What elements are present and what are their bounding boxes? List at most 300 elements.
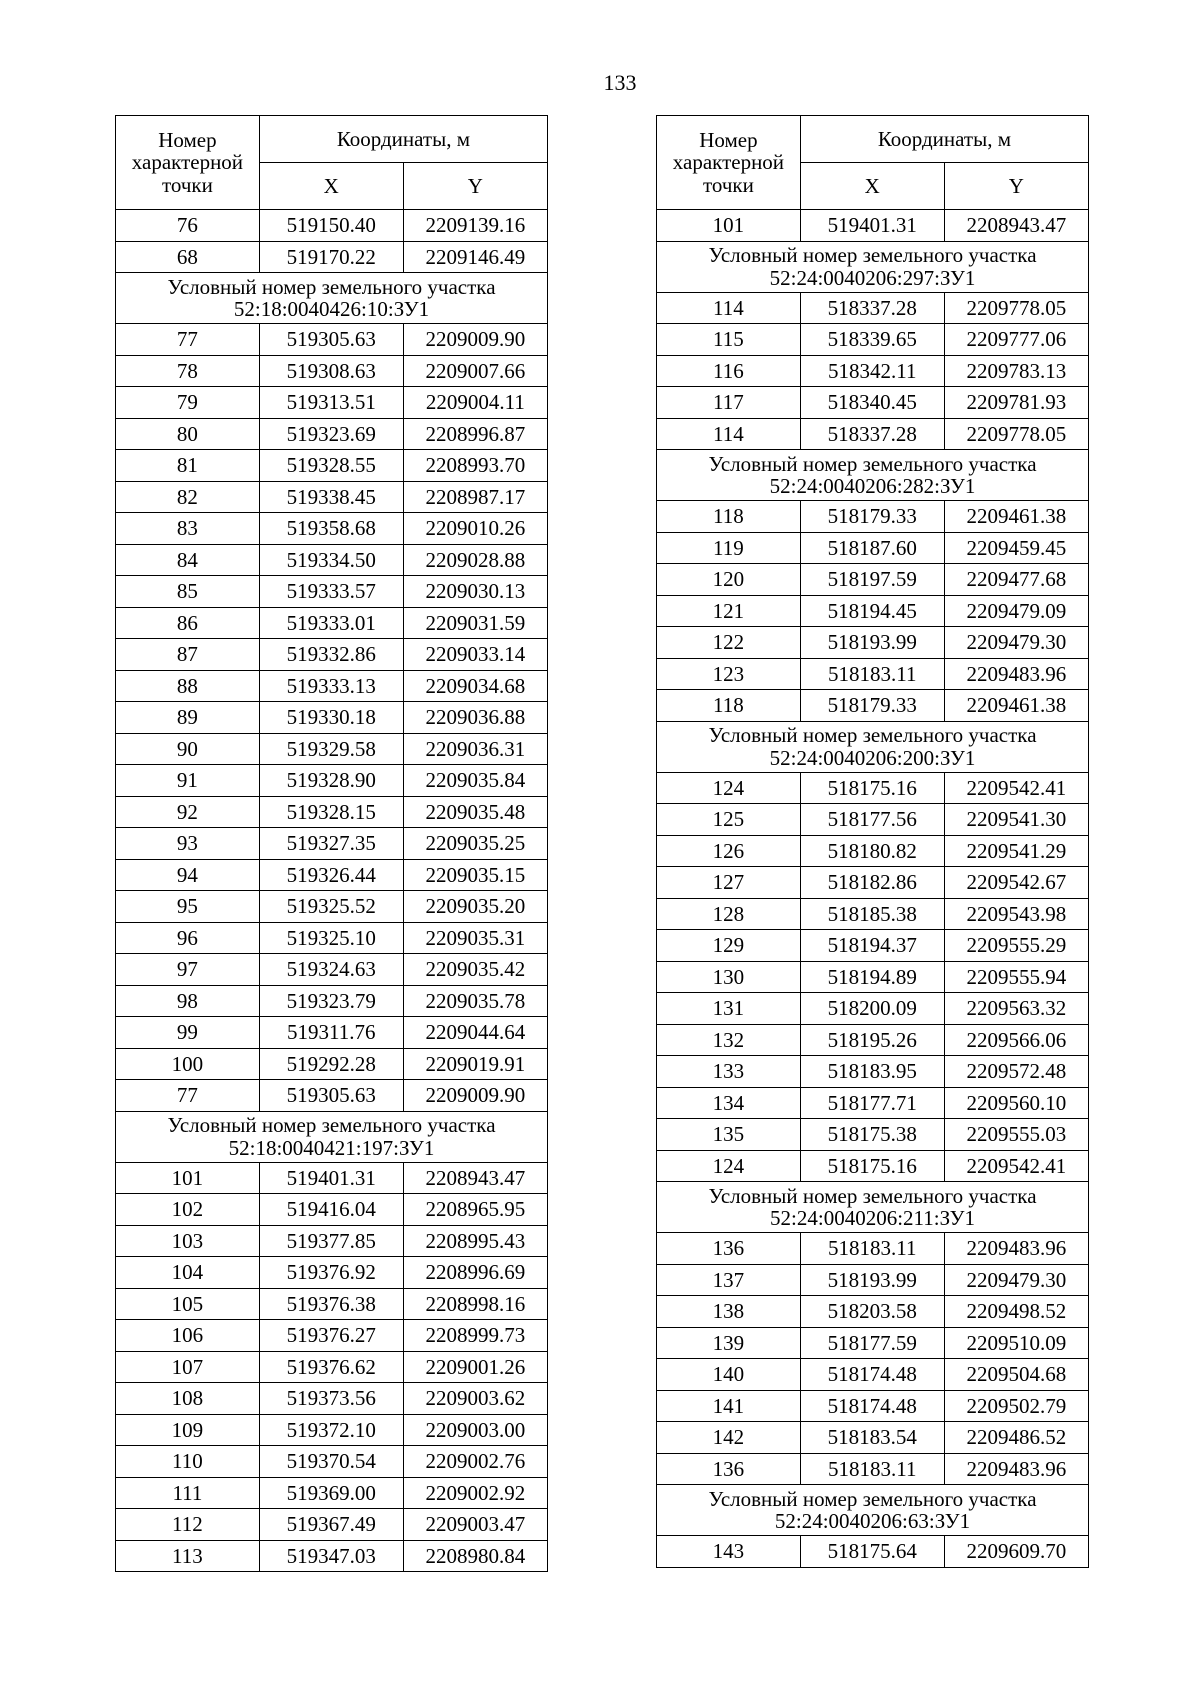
- table-row: [116, 324, 548, 356]
- point-number-cell: 101: [657, 210, 801, 242]
- point-number-cell: 68: [116, 241, 260, 273]
- y-coordinate-cell: 2209479.09: [944, 595, 1088, 627]
- x-coordinate-cell: 518183.11: [800, 658, 944, 690]
- y-coordinate-cell: 2209036.88: [403, 702, 547, 734]
- x-coordinate-cell: 519401.31: [800, 210, 944, 242]
- point-number-cell: 79: [116, 387, 260, 419]
- table-row: [116, 1477, 548, 1509]
- point-number-cell: 124: [657, 1150, 801, 1182]
- x-coordinate-cell: 518194.45: [800, 595, 944, 627]
- y-coordinate-cell: 2209009.90: [403, 324, 547, 356]
- table-row: [657, 1359, 1089, 1391]
- x-coordinate-cell: 518183.54: [800, 1422, 944, 1454]
- point-number-cell: 94: [116, 859, 260, 891]
- table-row: [657, 355, 1089, 387]
- section-row: [116, 273, 548, 324]
- table-row: [116, 765, 548, 797]
- point-number-cell: 138: [657, 1296, 801, 1328]
- y-coordinate-cell: 2209502.79: [944, 1390, 1088, 1422]
- table-row: [116, 1540, 548, 1572]
- table-row: [657, 658, 1089, 690]
- x-coordinate-cell: 519370.54: [259, 1446, 403, 1478]
- x-coordinate-cell: 518337.28: [800, 418, 944, 450]
- y-coordinate-cell: 2209010.26: [403, 513, 547, 545]
- y-coordinate-cell: 2209035.84: [403, 765, 547, 797]
- point-number-cell: 118: [657, 690, 801, 722]
- point-number-cell: 119: [657, 532, 801, 564]
- y-coordinate-cell: 2208943.47: [403, 1162, 547, 1194]
- y-coordinate-cell: 2209035.20: [403, 891, 547, 923]
- y-coordinate-cell: 2209479.30: [944, 627, 1088, 659]
- point-number-cell: 121: [657, 595, 801, 627]
- x-coordinate-cell: 518183.11: [800, 1233, 944, 1265]
- point-number-cell: 80: [116, 418, 260, 450]
- point-number-cell: 97: [116, 954, 260, 986]
- table-row: [657, 1056, 1089, 1088]
- coordinates-table-left: [115, 115, 548, 1572]
- table-row: [116, 418, 548, 450]
- x-coordinate-cell: 519323.69: [259, 418, 403, 450]
- y-coordinate-cell: 2209459.45: [944, 532, 1088, 564]
- x-coordinate-cell: 518339.65: [800, 324, 944, 356]
- section-row: [657, 721, 1089, 772]
- x-coordinate-cell: 519332.86: [259, 639, 403, 671]
- table-row: [657, 1422, 1089, 1454]
- y-coordinate-cell: 2209033.14: [403, 639, 547, 671]
- point-number-cell: 129: [657, 930, 801, 962]
- x-coordinate-cell: 518179.33: [800, 501, 944, 533]
- y-coordinate-cell: 2209560.10: [944, 1087, 1088, 1119]
- point-number-cell: 89: [116, 702, 260, 734]
- point-number-cell: 116: [657, 355, 801, 387]
- table-row: [116, 859, 548, 891]
- x-coordinate-cell: 519338.45: [259, 481, 403, 513]
- x-coordinate-cell: 519358.68: [259, 513, 403, 545]
- table-row: [116, 1288, 548, 1320]
- y-coordinate-cell: 2209003.47: [403, 1509, 547, 1541]
- point-number-cell: 82: [116, 481, 260, 513]
- point-number-cell: 117: [657, 387, 801, 419]
- table-row: [116, 796, 548, 828]
- table-row: [657, 595, 1089, 627]
- x-coordinate-cell: 519376.92: [259, 1257, 403, 1289]
- x-coordinate-cell: 519311.76: [259, 1017, 403, 1049]
- x-coordinate-cell: 518194.37: [800, 930, 944, 962]
- point-number-cell: 110: [116, 1446, 260, 1478]
- point-number-header: Номер характерной точки: [116, 116, 260, 210]
- land-plot-number: Условный номер земельного участка 52:24:0040206:63:ЗУ1: [657, 1485, 1089, 1536]
- x-coordinate-cell: 519373.56: [259, 1383, 403, 1415]
- section-row: [657, 1485, 1089, 1536]
- table-row: [657, 930, 1089, 962]
- coordinates-table-right: [656, 115, 1089, 1568]
- y-coordinate-cell: 2209035.25: [403, 828, 547, 860]
- table-row: [116, 576, 548, 608]
- table-row: [657, 898, 1089, 930]
- x-coordinate-cell: 518175.38: [800, 1119, 944, 1151]
- point-number-cell: 122: [657, 627, 801, 659]
- point-number-cell: 137: [657, 1264, 801, 1296]
- y-coordinate-cell: 2209483.96: [944, 1233, 1088, 1265]
- table-row: [116, 670, 548, 702]
- y-coordinate-cell: 2209028.88: [403, 544, 547, 576]
- table-row: [657, 1233, 1089, 1265]
- point-number-cell: 106: [116, 1320, 260, 1352]
- x-coordinate-cell: 519416.04: [259, 1194, 403, 1226]
- table-row: [657, 1327, 1089, 1359]
- y-coordinate-cell: 2209035.31: [403, 922, 547, 954]
- table-row: [116, 1414, 548, 1446]
- table-row: [116, 828, 548, 860]
- y-coordinate-cell: 2208998.16: [403, 1288, 547, 1320]
- point-number-cell: 76: [116, 210, 260, 242]
- y-coordinate-cell: 2209563.32: [944, 993, 1088, 1025]
- x-coordinate-cell: 519333.57: [259, 576, 403, 608]
- point-number-cell: 124: [657, 772, 801, 804]
- table-row: [657, 690, 1089, 722]
- y-coordinate-cell: 2209035.42: [403, 954, 547, 986]
- x-coordinate-cell: 519334.50: [259, 544, 403, 576]
- table-row: [657, 564, 1089, 596]
- y-coordinate-cell: 2209003.62: [403, 1383, 547, 1415]
- point-number-cell: 114: [657, 292, 801, 324]
- y-coordinate-cell: 2209510.09: [944, 1327, 1088, 1359]
- point-number-cell: 141: [657, 1390, 801, 1422]
- x-coordinate-cell: 518177.56: [800, 804, 944, 836]
- y-coordinate-cell: 2209483.96: [944, 658, 1088, 690]
- point-number-header: Номер характерной точки: [657, 116, 801, 210]
- point-number-cell: 81: [116, 450, 260, 482]
- x-coordinate-cell: 518177.59: [800, 1327, 944, 1359]
- point-number-cell: 88: [116, 670, 260, 702]
- y-coordinate-cell: 2209479.30: [944, 1264, 1088, 1296]
- point-number-cell: 140: [657, 1359, 801, 1391]
- x-coordinate-cell: 518187.60: [800, 532, 944, 564]
- table-body-left: [116, 210, 548, 1572]
- x-header: X: [259, 163, 403, 210]
- y-coordinate-cell: 2209777.06: [944, 324, 1088, 356]
- y-coordinate-cell: 2209004.11: [403, 387, 547, 419]
- point-number-cell: 98: [116, 985, 260, 1017]
- table-row: [116, 355, 548, 387]
- table-row: [657, 1119, 1089, 1151]
- point-number-cell: 84: [116, 544, 260, 576]
- y-coordinate-cell: 2209541.29: [944, 835, 1088, 867]
- table-row: [657, 961, 1089, 993]
- table-row: [116, 450, 548, 482]
- point-number-cell: 139: [657, 1327, 801, 1359]
- y-coordinate-cell: 2209783.13: [944, 355, 1088, 387]
- table-row: [657, 772, 1089, 804]
- table-row: [657, 501, 1089, 533]
- table-row: [657, 835, 1089, 867]
- table-row: [657, 993, 1089, 1025]
- land-plot-number: Условный номер земельного участка 52:24:0040206:211:ЗУ1: [657, 1182, 1089, 1233]
- y-coordinate-cell: 2209504.68: [944, 1359, 1088, 1391]
- y-coordinate-cell: 2208996.69: [403, 1257, 547, 1289]
- x-coordinate-cell: 518183.95: [800, 1056, 944, 1088]
- x-coordinate-cell: 518182.86: [800, 867, 944, 899]
- y-coordinate-cell: 2208965.95: [403, 1194, 547, 1226]
- land-plot-number: Условный номер земельного участка 52:24:0040206:282:ЗУ1: [657, 450, 1089, 501]
- y-coordinate-cell: 2209555.03: [944, 1119, 1088, 1151]
- y-coordinate-cell: 2209002.92: [403, 1477, 547, 1509]
- table-row: [116, 1351, 548, 1383]
- point-number-cell: 127: [657, 867, 801, 899]
- table-row: [657, 1024, 1089, 1056]
- point-number-cell: 105: [116, 1288, 260, 1320]
- y-coordinate-cell: 2209035.15: [403, 859, 547, 891]
- x-coordinate-cell: 519369.00: [259, 1477, 403, 1509]
- point-number-cell: 101: [116, 1162, 260, 1194]
- land-plot-number: Условный номер земельного участка 52:24:0040206:297:ЗУ1: [657, 241, 1089, 292]
- y-coordinate-cell: 2209036.31: [403, 733, 547, 765]
- table-row: [116, 241, 548, 273]
- table-row: [116, 1048, 548, 1080]
- point-number-cell: 92: [116, 796, 260, 828]
- point-number-cell: 113: [116, 1540, 260, 1572]
- table-row: [116, 513, 548, 545]
- point-number-cell: 132: [657, 1024, 801, 1056]
- point-number-cell: 120: [657, 564, 801, 596]
- point-number-cell: 126: [657, 835, 801, 867]
- table-row: [657, 418, 1089, 450]
- point-number-cell: 114: [657, 418, 801, 450]
- x-coordinate-cell: 518197.59: [800, 564, 944, 596]
- table-row: [657, 1536, 1089, 1568]
- y-coordinate-cell: 2209542.67: [944, 867, 1088, 899]
- point-number-cell: 102: [116, 1194, 260, 1226]
- x-coordinate-cell: 519305.63: [259, 324, 403, 356]
- x-coordinate-cell: 518203.58: [800, 1296, 944, 1328]
- y-coordinate-cell: 2209572.48: [944, 1056, 1088, 1088]
- table-row: [657, 210, 1089, 242]
- table-row: [657, 324, 1089, 356]
- point-number-cell: 95: [116, 891, 260, 923]
- table-row: [116, 1080, 548, 1112]
- table-row: [657, 1150, 1089, 1182]
- x-coordinate-cell: 519347.03: [259, 1540, 403, 1572]
- y-coordinate-cell: 2208980.84: [403, 1540, 547, 1572]
- y-coordinate-cell: 2209009.90: [403, 1080, 547, 1112]
- point-number-cell: 107: [116, 1351, 260, 1383]
- point-number-cell: 77: [116, 324, 260, 356]
- point-number-cell: 100: [116, 1048, 260, 1080]
- table-row: [116, 1257, 548, 1289]
- y-coordinate-cell: 2209002.76: [403, 1446, 547, 1478]
- land-plot-number: Условный номер земельного участка 52:18:0040421:197:ЗУ1: [116, 1111, 548, 1162]
- x-coordinate-cell: 519326.44: [259, 859, 403, 891]
- land-plot-number: Условный номер земельного участка 52:18:0040426:10:ЗУ1: [116, 273, 548, 324]
- y-coordinate-cell: 2208995.43: [403, 1225, 547, 1257]
- x-coordinate-cell: 519333.13: [259, 670, 403, 702]
- y-coordinate-cell: 2209035.78: [403, 985, 547, 1017]
- point-number-cell: 142: [657, 1422, 801, 1454]
- section-row: [657, 450, 1089, 501]
- x-coordinate-cell: 519150.40: [259, 210, 403, 242]
- x-coordinate-cell: 518174.48: [800, 1390, 944, 1422]
- x-coordinate-cell: 519329.58: [259, 733, 403, 765]
- y-coordinate-cell: 2209609.70: [944, 1536, 1088, 1568]
- point-number-cell: 104: [116, 1257, 260, 1289]
- x-coordinate-cell: 519328.90: [259, 765, 403, 797]
- y-coordinate-cell: 2209461.38: [944, 501, 1088, 533]
- y-coordinate-cell: 2208999.73: [403, 1320, 547, 1352]
- table-row: [116, 922, 548, 954]
- x-coordinate-cell: 519292.28: [259, 1048, 403, 1080]
- table-row: [116, 733, 548, 765]
- x-coordinate-cell: 518342.11: [800, 355, 944, 387]
- table-row: [116, 985, 548, 1017]
- x-coordinate-cell: 518337.28: [800, 292, 944, 324]
- x-coordinate-cell: 518200.09: [800, 993, 944, 1025]
- x-coordinate-cell: 518174.48: [800, 1359, 944, 1391]
- table-row: [657, 1296, 1089, 1328]
- table-row: [657, 1453, 1089, 1485]
- table-row: [116, 954, 548, 986]
- x-coordinate-cell: 518193.99: [800, 1264, 944, 1296]
- y-coordinate-cell: 2209035.48: [403, 796, 547, 828]
- land-plot-number: Условный номер земельного участка 52:24:0040206:200:ЗУ1: [657, 721, 1089, 772]
- x-coordinate-cell: 519376.27: [259, 1320, 403, 1352]
- x-coordinate-cell: 518183.11: [800, 1453, 944, 1485]
- y-coordinate-cell: 2209030.13: [403, 576, 547, 608]
- point-number-cell: 85: [116, 576, 260, 608]
- x-coordinate-cell: 519377.85: [259, 1225, 403, 1257]
- x-coordinate-cell: 518179.33: [800, 690, 944, 722]
- y-coordinate-cell: 2209486.52: [944, 1422, 1088, 1454]
- y-coordinate-cell: 2209498.52: [944, 1296, 1088, 1328]
- point-number-cell: 123: [657, 658, 801, 690]
- table-row: [116, 1225, 548, 1257]
- y-coordinate-cell: 2209541.30: [944, 804, 1088, 836]
- point-number-cell: 131: [657, 993, 801, 1025]
- y-header: Y: [403, 163, 547, 210]
- table-row: [116, 1446, 548, 1478]
- point-number-cell: 134: [657, 1087, 801, 1119]
- x-coordinate-cell: 518194.89: [800, 961, 944, 993]
- x-coordinate-cell: 519372.10: [259, 1414, 403, 1446]
- table-row: [116, 210, 548, 242]
- x-coordinate-cell: 519170.22: [259, 241, 403, 273]
- y-coordinate-cell: 2209543.98: [944, 898, 1088, 930]
- x-coordinate-cell: 519376.62: [259, 1351, 403, 1383]
- y-coordinate-cell: 2209044.64: [403, 1017, 547, 1049]
- point-number-cell: 103: [116, 1225, 260, 1257]
- x-coordinate-cell: 519328.55: [259, 450, 403, 482]
- point-number-cell: 125: [657, 804, 801, 836]
- y-header: Y: [944, 163, 1088, 210]
- x-coordinate-cell: 519325.10: [259, 922, 403, 954]
- x-coordinate-cell: 519325.52: [259, 891, 403, 923]
- y-coordinate-cell: 2209003.00: [403, 1414, 547, 1446]
- x-coordinate-cell: 518340.45: [800, 387, 944, 419]
- point-number-cell: 91: [116, 765, 260, 797]
- x-coordinate-cell: 519327.35: [259, 828, 403, 860]
- table-row: [116, 1509, 548, 1541]
- coordinates-header: Координаты, м: [259, 116, 547, 163]
- y-coordinate-cell: 2208943.47: [944, 210, 1088, 242]
- section-row: [116, 1111, 548, 1162]
- point-number-cell: 133: [657, 1056, 801, 1088]
- x-coordinate-cell: 519330.18: [259, 702, 403, 734]
- point-number-cell: 112: [116, 1509, 260, 1541]
- x-coordinate-cell: 519313.51: [259, 387, 403, 419]
- table-row: [116, 387, 548, 419]
- x-coordinate-cell: 518195.26: [800, 1024, 944, 1056]
- point-number-cell: 135: [657, 1119, 801, 1151]
- point-number-cell: 78: [116, 355, 260, 387]
- table-row: [116, 1162, 548, 1194]
- x-coordinate-cell: 518177.71: [800, 1087, 944, 1119]
- table-row: [116, 1383, 548, 1415]
- table-row: [116, 891, 548, 923]
- x-coordinate-cell: 518175.16: [800, 1150, 944, 1182]
- x-header: X: [800, 163, 944, 210]
- y-coordinate-cell: 2209778.05: [944, 418, 1088, 450]
- table-body-right: [657, 210, 1089, 1568]
- point-number-cell: 90: [116, 733, 260, 765]
- x-coordinate-cell: 519323.79: [259, 985, 403, 1017]
- point-number-cell: 99: [116, 1017, 260, 1049]
- y-coordinate-cell: 2208993.70: [403, 450, 547, 482]
- y-coordinate-cell: 2209034.68: [403, 670, 547, 702]
- table-row: [116, 544, 548, 576]
- point-number-cell: 87: [116, 639, 260, 671]
- y-coordinate-cell: 2209139.16: [403, 210, 547, 242]
- x-coordinate-cell: 519401.31: [259, 1162, 403, 1194]
- table-row: [657, 1390, 1089, 1422]
- point-number-cell: 128: [657, 898, 801, 930]
- x-coordinate-cell: 519305.63: [259, 1080, 403, 1112]
- point-number-cell: 115: [657, 324, 801, 356]
- y-coordinate-cell: 2209781.93: [944, 387, 1088, 419]
- x-coordinate-cell: 519328.15: [259, 796, 403, 828]
- y-coordinate-cell: 2209555.94: [944, 961, 1088, 993]
- table-row: [657, 867, 1089, 899]
- point-number-cell: 109: [116, 1414, 260, 1446]
- table-row: [116, 1194, 548, 1226]
- y-coordinate-cell: 2208996.87: [403, 418, 547, 450]
- table-row: [657, 1264, 1089, 1296]
- table-row: [657, 627, 1089, 659]
- y-coordinate-cell: 2209483.96: [944, 1453, 1088, 1485]
- y-coordinate-cell: 2209477.68: [944, 564, 1088, 596]
- point-number-cell: 136: [657, 1453, 801, 1485]
- point-number-cell: 93: [116, 828, 260, 860]
- x-coordinate-cell: 519308.63: [259, 355, 403, 387]
- x-coordinate-cell: 518180.82: [800, 835, 944, 867]
- y-coordinate-cell: 2209001.26: [403, 1351, 547, 1383]
- section-row: [657, 241, 1089, 292]
- y-coordinate-cell: 2209461.38: [944, 690, 1088, 722]
- point-number-cell: 118: [657, 501, 801, 533]
- table-row: [657, 804, 1089, 836]
- x-coordinate-cell: 519333.01: [259, 607, 403, 639]
- y-coordinate-cell: 2209031.59: [403, 607, 547, 639]
- y-coordinate-cell: 2209019.91: [403, 1048, 547, 1080]
- point-number-cell: 77: [116, 1080, 260, 1112]
- point-number-cell: 108: [116, 1383, 260, 1415]
- page-number: 133: [603, 70, 637, 95]
- table-row: [116, 607, 548, 639]
- point-number-cell: 96: [116, 922, 260, 954]
- x-coordinate-cell: 519367.49: [259, 1509, 403, 1541]
- y-coordinate-cell: 2209146.49: [403, 241, 547, 273]
- table-row: [116, 702, 548, 734]
- y-coordinate-cell: 2209555.29: [944, 930, 1088, 962]
- table-row: [116, 1320, 548, 1352]
